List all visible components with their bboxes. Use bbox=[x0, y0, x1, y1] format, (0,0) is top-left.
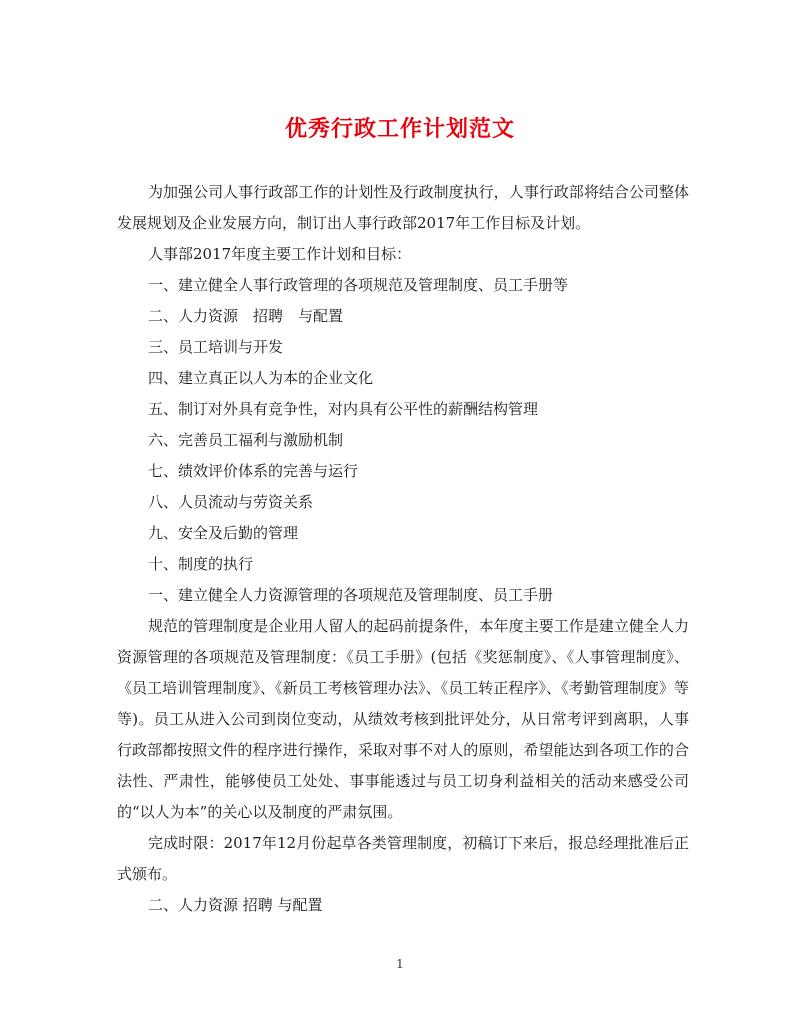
list-item: 五、制订对外具有竞争性，对内具有公平性的薪酬结构管理 bbox=[148, 400, 539, 418]
section-heading: 二、人力资源 招聘 与配置 bbox=[148, 896, 323, 914]
list-item: 一、建立健全人事行政管理的各项规范及管理制度、员工手册等 bbox=[148, 276, 569, 294]
list-item: 十、制度的执行 bbox=[148, 555, 254, 573]
section-heading: 一、建立健全人力资源管理的各项规范及管理制度、员工手册 bbox=[148, 586, 554, 604]
paragraph-body: 规范的管理制度是企业用人留人的起码前提条件，本年度主要工作是建立健全人力资源管理的各项规范及管理制度：《员工手册》(包括《奖惩制度》、《人事管理制度》、《员工培训管理制度》、《新员工考核管理办法》、《员工转正程序》、《考勤管理制度》等等)。员工从进入公司到岗位变动，从绩效考核到批评处分，从日常考评到离职，人事行政部都按照文件的程序进行操作，采取对事不对人的原则，希望能达到各项工作的合法性、严肃性，能够使员工处处、事事能透过与员工切身利益相关的活动来感受公司的“以人为本”的关心以及制度的严肃氛围。 bbox=[117, 617, 689, 821]
list-item: 七、绩效评价体系的完善与运行 bbox=[148, 462, 359, 480]
paragraph-intro: 为加强公司人事行政部工作的计划性及行政制度执行，人事行政部将结合公司整体发展规划及企业发展方向，制订出人事行政部2017年工作目标及计划。 bbox=[117, 183, 689, 232]
page-number: 1 bbox=[396, 957, 404, 971]
list-item: 二、人力资源 招聘 与配置 bbox=[148, 307, 344, 325]
list-item: 六、完善员工福利与激励机制 bbox=[148, 431, 344, 449]
list-item: 八、人员流动与劳资关系 bbox=[148, 493, 314, 511]
list-item: 四、建立真正以人为本的企业文化 bbox=[148, 369, 374, 387]
document-body bbox=[117, 177, 689, 921]
document-title: 优秀行政工作计划范文 bbox=[284, 116, 515, 142]
list-item: 三、员工培训与开发 bbox=[148, 338, 284, 356]
paragraph-plan-heading: 人事部2017年度主要工作计划和目标： bbox=[148, 245, 412, 263]
list-item: 九、安全及后勤的管理 bbox=[148, 524, 299, 542]
paragraph-deadline: 完成时限：2017年12月份起草各类管理制度，初稿订下来后，报总经理批准后正式颁布。 bbox=[117, 834, 689, 883]
